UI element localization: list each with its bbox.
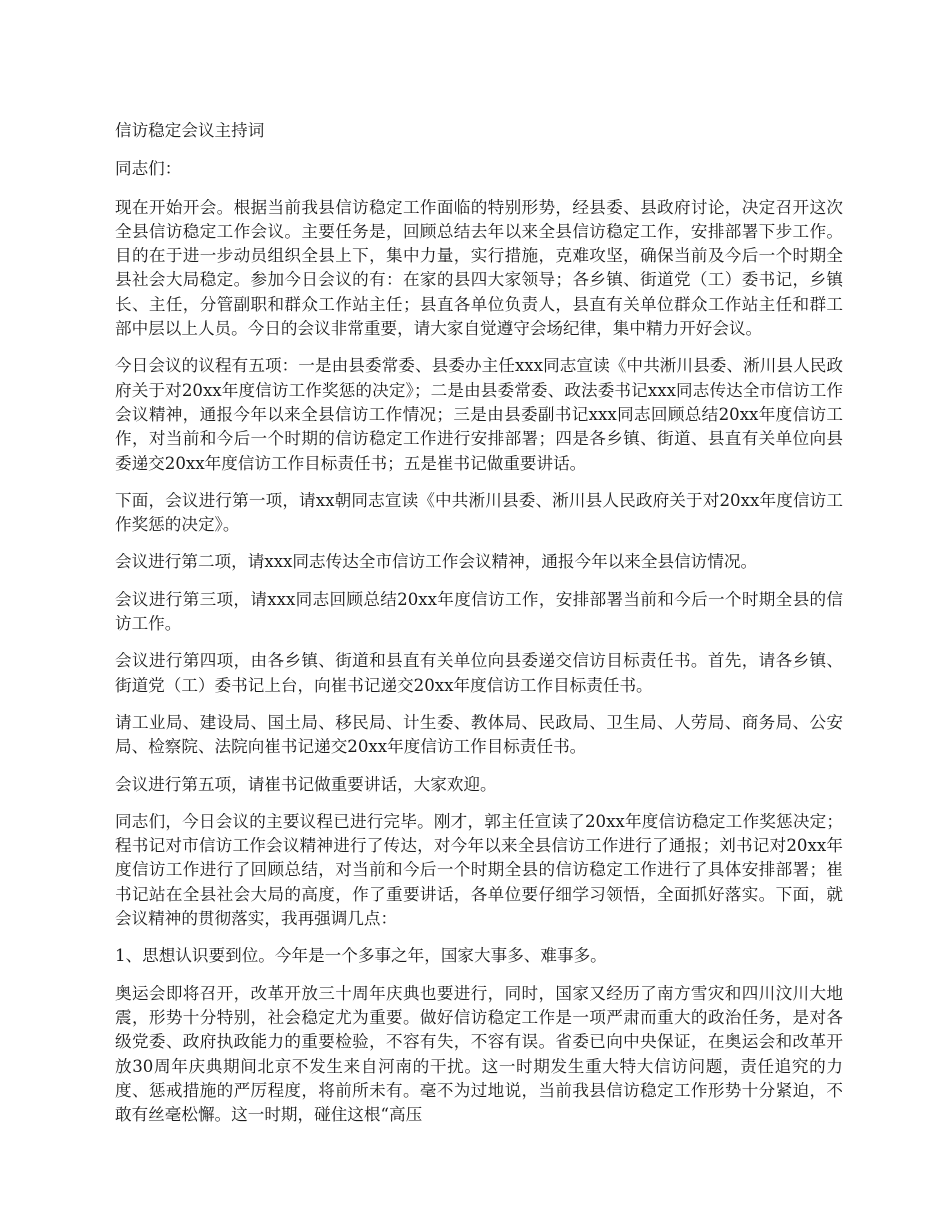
paragraph-summary: 同志们，今日会议的主要议程已进行完毕。刚才，郭主任宣读了20xx年度信访稳定工作奖惩决定；程书记对市信访工作会议精神进行了传达，对今年以来全县信访工作进行了通报；刘书记对20xx年度信访工作进行了回顾总结，对当前和今后一个时期全县的信访稳定工作进行了具体安排部署；崔书记站在全县社会大局的高度，作了重要讲话，各单位要仔细学习领悟，全面抓好落实。下面，就会议精神的贯彻落实，我再强调几点：: [115, 811, 843, 929]
paragraph-agenda: 今日会议的议程有五项：一是由县委常委、县委办主任xxx同志宣读《中共淅川县委、淅川县人民政府关于对20xx年度信访工作奖惩的决定》；二是由县委常委、政法委书记xxx同志传达全市信访工作会议精神，通报今年以来全县信访工作情况；三是由县委副书记xxx同志回顾总结20xx年度信访工作，对当前和今后一个时期的信访稳定工作进行安排部署；四是各乡镇、街道、县直有关单位向县委递交20xx年度信访工作目标责任书；五是崔书记做重要讲话。: [115, 356, 843, 473]
paragraph-item-3: 会议进行第三项，请xxx同志回顾总结20xx年度信访工作，安排部署当前和今后一个时期全县的信访工作。: [115, 589, 843, 634]
greeting: 同志们：: [115, 159, 182, 179]
paragraph-departments: 请工业局、建设局、国土局、移民局、计生委、教体局、民政局、卫生局、人劳局、商务局、公安局、检察院、法院向崔书记递交20xx年度信访工作目标责任书。: [115, 712, 843, 757]
document-body: [115, 119, 843, 1140]
document-title: 信访稳定会议主持词: [115, 121, 265, 140]
paragraph-item-1: 下面，会议进行第一项，请xx朝同志宣读《中共淅川县委、淅川县人民政府关于对20xx年度信访工作奖惩的决定》。: [115, 490, 843, 535]
paragraph-olympics: 奥运会即将召开，改革开放三十周年庆典也要进行，同时，国家又经历了南方雪灾和四川汶川大地震，形势十分特别，社会稳定尤为重要。做好信访稳定工作是一项严肃而重大的政治任务，是对各级党委、政府执政能力的重要检验，不容有失，不容有误。省委已向中央保证，在奥运会和改革开放30周年庆典期间北京不发生来自河南的干扰。这一时期发生重大特大信访问题，责任追究的力度、惩戒措施的严厉程度，将前所未有。毫不为过地说，当前我县信访稳定工作形势十分紧迫，不敢有丝毫松懈。这一时期，碰住这根“高压: [115, 983, 843, 1125]
paragraph-item-2: 会议进行第二项，请xxx同志传达全市信访工作会议精神，通报今年以来全县信访情况。: [115, 552, 758, 572]
paragraph-opening: 现在开始开会。根据当前我县信访稳定工作面临的特别形势，经县委、县政府讨论，决定召开这次全县信访稳定工作会议。主要任务是，回顾总结去年以来全县信访稳定工作，安排部署下步工作。目的在于进一步动员组织全县上下，集中力量，实行措施，克难攻坚，确保当前及今后一个时期全县社会大局稳定。参加今日会议的有：在家的县四大家领导；各乡镇、街道党（工）委书记，乡镇长、主任，分管副职和群众工作站主任；县直各单位负责人，县直有关单位群众工作站主任和群工部中层以上人员。今日的会议非常重要，请大家自觉遵守会场纪律，集中精力开好会议。: [115, 197, 843, 339]
paragraph-point-1: 1、思想认识要到位。今年是一个多事之年，国家大事多、难事多。: [115, 946, 607, 966]
paragraph-item-5: 会议进行第五项，请崔书记做重要讲话，大家欢迎。: [115, 774, 497, 794]
paragraph-item-4: 会议进行第四项，由各乡镇、街道和县直有关单位向县委递交信访目标责任书。首先，请各乡镇、街道党（工）委书记上台，向崔书记递交20xx年度信访工作目标责任书。: [115, 651, 843, 695]
